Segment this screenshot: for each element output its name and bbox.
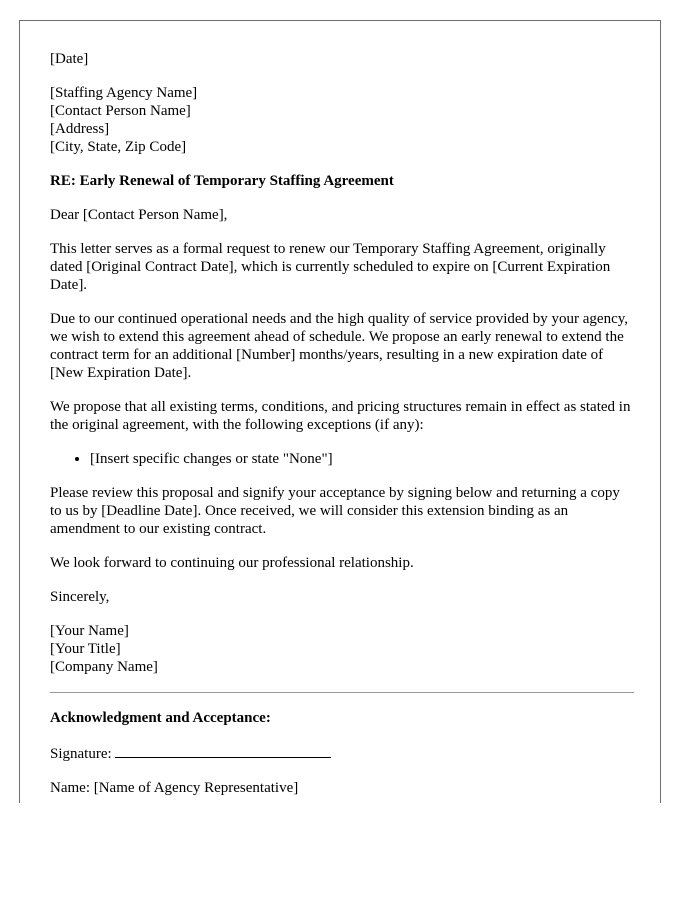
closing: Sincerely, xyxy=(50,589,110,605)
sender-block xyxy=(50,622,634,676)
subject-line: RE: Early Renewal of Temporary Staffing Agreement xyxy=(50,173,394,189)
recipient-agency: [Staffing Agency Name] xyxy=(50,85,198,101)
recipient-address: [Address] xyxy=(50,121,110,137)
paragraph-extension-proposal: Due to our continued operational needs and the high quality of service provided by your agency, we wish to extend this agreement ahead of schedule. We propose an early renewal to extend the contract term for an additional [Number] months/years, resulting in a new expiration date of [New Expiration Date]. xyxy=(50,311,629,381)
recipient-city-state-zip: [City, State, Zip Code] xyxy=(50,139,187,155)
signature-row xyxy=(50,743,634,763)
paragraph-terms: We propose that all existing terms, conditions, and pricing structures remain in effect as stated in the original agreement, with the following exceptions (if any): xyxy=(50,399,631,433)
sender-title: [Your Title] xyxy=(50,641,121,657)
recipient-contact: [Contact Person Name] xyxy=(50,103,191,119)
letter-content xyxy=(50,50,634,803)
sender-name: [Your Name] xyxy=(50,623,129,639)
sender-company: [Company Name] xyxy=(50,659,158,675)
acknowledgment-heading: Acknowledgment and Acceptance: xyxy=(50,710,271,726)
letter-page xyxy=(19,20,661,803)
recipient-address-block xyxy=(50,84,634,156)
signature-label: Signature: xyxy=(50,746,116,762)
salutation: Dear [Contact Person Name], xyxy=(50,207,228,223)
letter-date: [Date] xyxy=(50,51,89,67)
paragraph-renewal-request: This letter serves as a formal request to renew our Temporary Staffing Agreement, originally dated [Original Contract Date], which is currently scheduled to expire on [Current Expiration Date]. xyxy=(50,241,611,293)
changes-list xyxy=(50,450,634,468)
section-divider xyxy=(50,692,634,693)
paragraph-review-request: Please review this proposal and signify your acceptance by signing below and returning a copy to us by [Deadline Date]. Once received, we will consider this extension binding as an amendment to our existing contract. xyxy=(50,485,620,537)
signature-line[interactable] xyxy=(115,743,331,758)
agency-representative-name: Name: [Name of Agency Representative] xyxy=(50,780,299,796)
paragraph-closing-remark: We look forward to continuing our professional relationship. xyxy=(50,555,414,571)
list-item: • [Insert specific changes or state "None"] xyxy=(90,450,634,468)
